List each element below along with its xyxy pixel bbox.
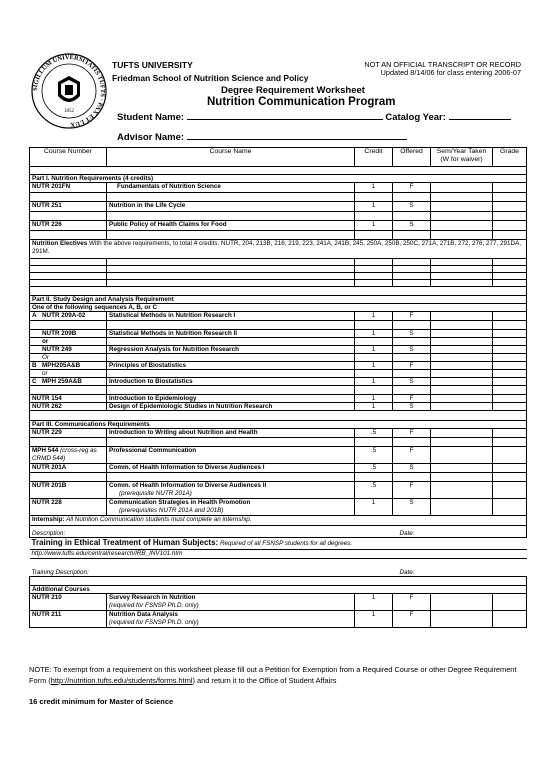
grade-cell[interactable]	[493, 499, 527, 516]
university-name: TUFTS UNIVERSITY	[112, 60, 193, 70]
course-name: Introduction to Writing about Nutrition and Health	[107, 429, 355, 438]
sem-year-cell[interactable]	[431, 482, 493, 499]
course-number: NUTR 262	[30, 403, 107, 411]
student-name-line[interactable]	[187, 111, 383, 120]
ethics-url[interactable]: http://www.tufts.edu/central/research/IRB_INV101.htm	[30, 550, 527, 559]
course-name: Principles of Biostatistics	[107, 362, 355, 370]
table-header-row	[30, 148, 527, 167]
exemption-note: NOTE: To exempt from a requirement on this worksheet please fill out a Petition for Exemption from a Required Course or other Degree Requirement Form (http://nutrition.tufts.edu/students/forms.html) and return it to the Office of Student Affairs	[29, 665, 517, 685]
course-credit: .5	[355, 429, 393, 438]
grade-cell[interactable]	[493, 447, 527, 464]
grade-cell[interactable]	[493, 330, 527, 338]
part2-subtitle: One of the following sequences A, B, or C	[30, 304, 527, 312]
course-credit: 1	[355, 403, 393, 411]
course-credit: 1	[355, 594, 393, 611]
col-sem-year: Sem/Year Taken (W for waiver)	[431, 148, 493, 167]
course-offered: S	[393, 221, 431, 231]
course-credit: 1	[355, 378, 393, 386]
course-number: NUTR 209B	[30, 330, 107, 338]
course-credit: 1	[355, 202, 393, 212]
grade-cell[interactable]	[493, 202, 527, 212]
sem-year-cell[interactable]	[431, 378, 493, 386]
svg-text:SIGILLUM UNIVERSITATIS TUFTS ·: SIGILLUM UNIVERSITATIS TUFTS · PAX ET LUX	[31, 53, 107, 129]
grade-cell[interactable]	[493, 221, 527, 231]
course-name: Regression Analysis for Nutrition Research	[107, 346, 355, 354]
course-offered: F	[393, 611, 431, 628]
course-credit: .5	[355, 464, 393, 473]
course-offered: F	[393, 312, 431, 321]
sem-year-cell[interactable]	[431, 499, 493, 516]
course-number: C MPH 259A&B	[30, 378, 107, 386]
course-offered: F	[393, 395, 431, 403]
course-name: Nutrition Data Analysis (required for FSNSP Ph.D. only)	[107, 611, 355, 628]
course-offered: F	[393, 183, 431, 193]
sem-year-cell[interactable]	[431, 346, 493, 354]
credit-minimum: 16 credit minimum for Master of Science	[29, 697, 174, 706]
course-name: Nutrition in the Life Cycle	[107, 202, 355, 212]
course-number: NUTR 201A	[30, 464, 107, 473]
course-number: NUTR 154	[30, 395, 107, 403]
sem-year-cell[interactable]	[431, 594, 493, 611]
student-name-label: Student Name:	[117, 112, 185, 123]
course-name: Design of Epidemiologic Studies in Nutrition Research	[107, 403, 355, 411]
course-name: Introduction to Biostatistics	[107, 378, 355, 386]
course-offered: S	[393, 464, 431, 473]
course-credit: 1	[355, 362, 393, 370]
course-credit: .5	[355, 482, 393, 499]
course-offered: S	[393, 330, 431, 338]
course-name: Communication Strategies in Health Promotion (prerequisites NUTR 201A and 201B)	[107, 499, 355, 516]
sem-year-cell[interactable]	[431, 403, 493, 411]
course-credit: 1	[355, 499, 393, 516]
course-number: B MPH205A&B	[30, 362, 107, 370]
course-credit: 1	[355, 183, 393, 193]
sem-year-cell[interactable]	[431, 221, 493, 231]
course-offered: F	[393, 429, 431, 438]
course-credit: 1	[355, 611, 393, 628]
course-number: MPH 544 (cross-reg as CRMD 544)	[30, 447, 107, 464]
sem-year-cell[interactable]	[431, 330, 493, 338]
sem-year-cell[interactable]	[431, 464, 493, 473]
course-name: Comm. of Health Information to Diverse Audiences I	[107, 464, 355, 473]
grade-cell[interactable]	[493, 611, 527, 628]
course-number: NUTR 210	[30, 594, 107, 611]
course-number: NUTR 249	[30, 346, 107, 354]
course-number: NUTR 226	[30, 221, 107, 231]
svg-text:1852: 1852	[64, 109, 74, 114]
table-row	[30, 221, 527, 231]
advisor-name-label: Advisor Name:	[117, 132, 185, 143]
course-credit: 1	[355, 346, 393, 354]
course-offered: F	[393, 447, 431, 464]
part1-title: Part I. Nutrition Requirements (4 credits)	[30, 175, 527, 183]
grade-cell[interactable]	[493, 183, 527, 193]
sem-year-cell[interactable]	[431, 447, 493, 464]
grade-cell[interactable]	[493, 403, 527, 411]
course-name: Comm. of Health Information to Diverse Audiences II (prerequisite NUTR 201A)	[107, 482, 355, 499]
or-label: Or	[30, 354, 107, 362]
grade-cell[interactable]	[493, 346, 527, 354]
course-name: Public Policy of Health Claims for Food	[107, 221, 355, 231]
sem-year-cell[interactable]	[431, 362, 493, 370]
ethics-row: Training in Ethical Treatment of Human Subjects: Required of all FSNSP students for all degrees.	[30, 538, 527, 550]
grade-cell[interactable]	[493, 464, 527, 473]
grade-cell[interactable]	[493, 362, 527, 370]
part3-title: Part III. Communications Requirements	[30, 421, 527, 429]
course-offered: S	[393, 346, 431, 354]
col-offered: Offered	[393, 148, 431, 167]
advisor-name-line[interactable]	[187, 131, 407, 140]
grade-cell[interactable]	[493, 378, 527, 386]
additional-title: Additional Courses	[30, 586, 527, 594]
sem-year-cell[interactable]	[431, 611, 493, 628]
table-row	[30, 183, 527, 193]
advisor-name-field[interactable]	[117, 131, 407, 143]
course-offered: S	[393, 499, 431, 516]
electives-label: Nutrition Electives	[32, 240, 88, 247]
course-offered: F	[393, 362, 431, 370]
university-seal-icon	[30, 52, 108, 130]
updated-notice: Updated 8/14/06 for class entering 2006-07	[380, 68, 521, 77]
sem-year-cell[interactable]	[431, 183, 493, 193]
course-credit: 1	[355, 221, 393, 231]
col-grade: Grade	[493, 148, 527, 167]
course-name: Introduction to Epidemiology	[107, 395, 355, 403]
program-title: Nutrition Communication Program	[207, 96, 396, 108]
electives-text: With the above requirements, to total 4 credits. NUTR, 204, 213B, 216, 219, 223, 241A, 241B, 245, 250A, 250B, 250C, 271A, 271B, 272, 276, 277, 291DA, 291M.	[32, 240, 522, 255]
course-number: NUTR 251	[30, 202, 107, 212]
requirements-table	[29, 147, 527, 628]
grade-cell[interactable]	[493, 594, 527, 611]
col-course-number: Course Number	[30, 148, 107, 167]
internship-row: Internship: All Nutrition Communication students must complete an internship.	[30, 516, 527, 526]
course-offered: S	[393, 378, 431, 386]
course-offered: F	[393, 482, 431, 499]
course-name: Statistical Methods in Nutrition Research II	[107, 330, 355, 338]
catalog-year-line[interactable]	[449, 111, 511, 120]
col-credit: Credit	[355, 148, 393, 167]
grade-cell[interactable]	[493, 429, 527, 438]
course-name: Survey Research in Nutrition (required for FSNSP Ph.D. only)	[107, 594, 355, 611]
course-name: Statistical Methods in Nutrition Research I	[107, 312, 355, 321]
course-offered: F	[393, 594, 431, 611]
grade-cell[interactable]	[493, 395, 527, 403]
sem-year-cell[interactable]	[431, 312, 493, 321]
sem-year-cell[interactable]	[431, 429, 493, 438]
course-name: Fundamentals of Nutrition Science	[107, 183, 355, 193]
worksheet-title: Degree Requirement Worksheet	[221, 85, 365, 96]
training-description-row[interactable]: Training Description: Date:	[30, 559, 527, 577]
part1-heading-row	[30, 175, 527, 183]
course-credit: 1	[355, 395, 393, 403]
school-name: Friedman School of Nutrition Science and Policy	[112, 73, 309, 83]
course-number: NUTR 229	[30, 429, 107, 438]
sem-year-cell[interactable]	[431, 395, 493, 403]
course-number: A NUTR 209A-02	[30, 312, 107, 321]
student-name-field[interactable]	[117, 111, 511, 123]
course-credit: .5	[355, 447, 393, 464]
course-number: NUTR 201B	[30, 482, 107, 499]
table-row	[30, 202, 527, 212]
course-number: NUTR 211	[30, 611, 107, 628]
course-name: Professional Communication	[107, 447, 355, 464]
or-label: or	[30, 370, 107, 378]
course-credit: 1	[355, 312, 393, 321]
catalog-year-label: Catalog Year:	[385, 112, 446, 123]
sem-year-cell[interactable]	[431, 202, 493, 212]
grade-cell[interactable]	[493, 482, 527, 499]
course-credit: 1	[355, 330, 393, 338]
or-label: or	[30, 338, 107, 346]
course-offered: S	[393, 403, 431, 411]
course-offered: S	[393, 202, 431, 212]
course-number: NUTR 201FN	[30, 183, 107, 193]
grade-cell[interactable]	[493, 312, 527, 321]
internship-description-row[interactable]: Description: Date:	[30, 526, 527, 538]
part2-title: Part II. Study Design and Analysis Requirement	[30, 296, 527, 304]
course-number: NUTR 228	[30, 499, 107, 516]
electives-row	[30, 240, 527, 259]
not-official-notice: NOT AN OFFICIAL TRANSCRIPT OR RECORD	[364, 60, 521, 69]
col-course-name: Course Name	[107, 148, 355, 167]
forms-link[interactable]: http://nutrition.tufts.edu/students/forms.html	[50, 676, 193, 685]
